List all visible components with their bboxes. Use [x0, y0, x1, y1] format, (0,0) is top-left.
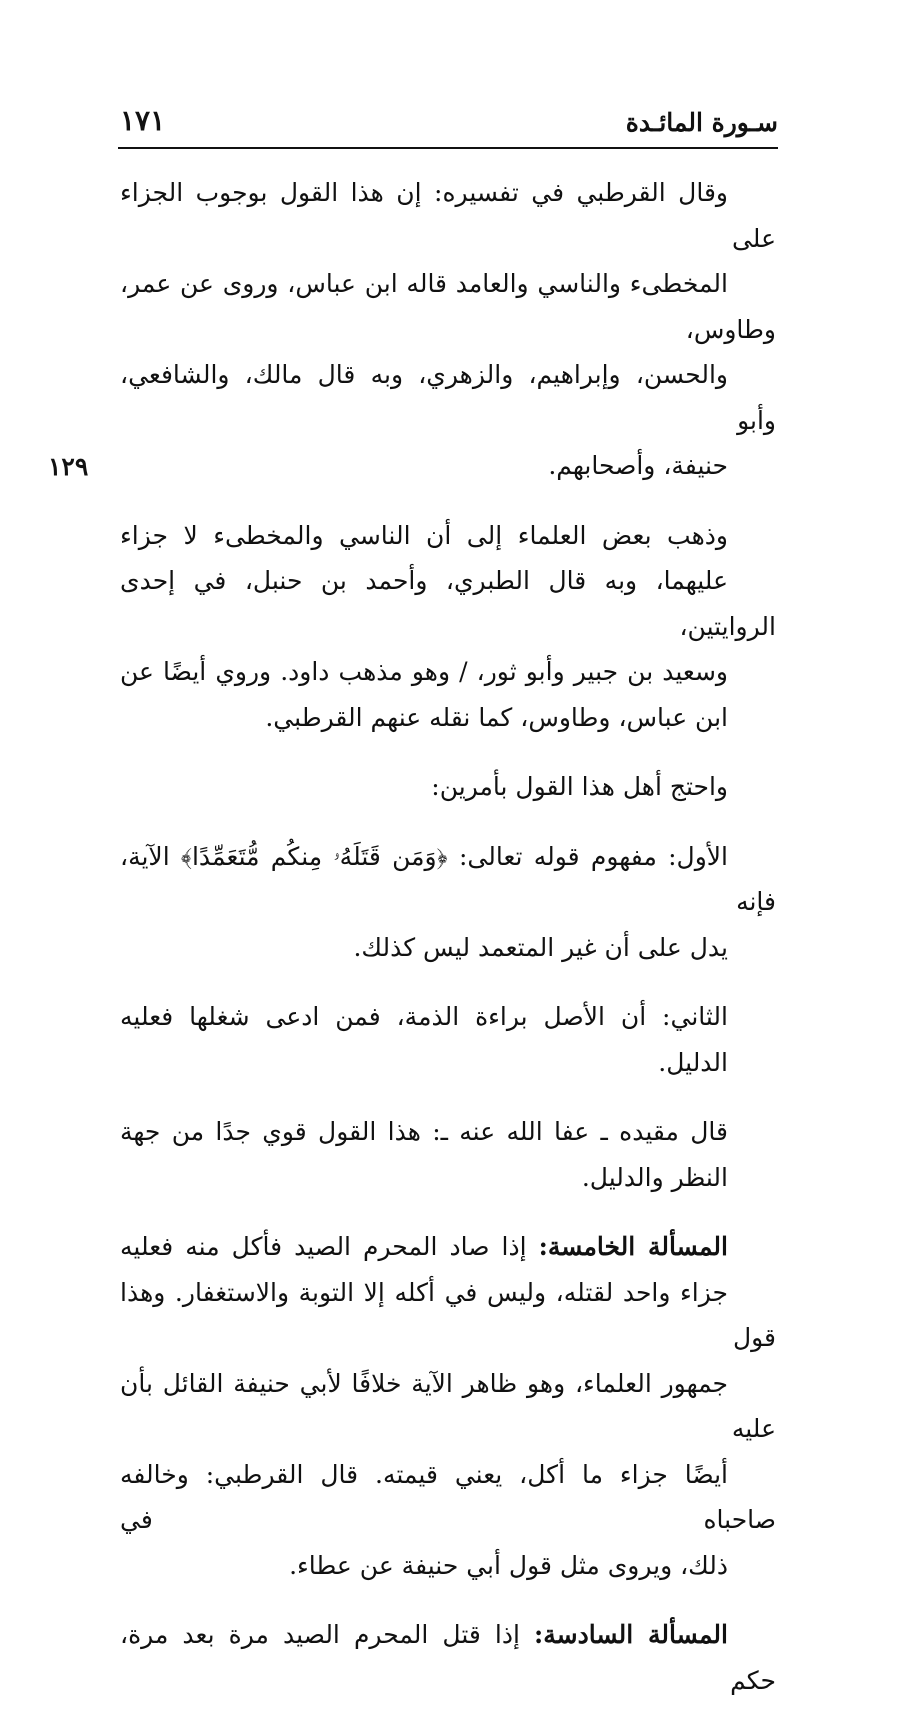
paragraph-qurtubi-opinion [120, 170, 776, 489]
issue-heading: المسألة الخامسة: [538, 1232, 728, 1261]
text-line: عليهما، وبه قال الطبري، وأحمد بن حنبل، في إحدى الروايتين، [120, 566, 776, 641]
header-rule [118, 147, 778, 149]
argument-intro: الأول: مفهوم قوله تعالى: [447, 841, 728, 871]
text-line: قال مقيده ـ عفا الله عنه ـ: هذا القول قوي جدًا من جهة [120, 1117, 728, 1146]
text-line: واحتج أهل هذا القول بأمرين: [431, 772, 728, 801]
text-line [120, 1224, 776, 1270]
text-line: الدليل. [658, 1047, 728, 1077]
text-line: أيضًا جزاء ما أكل، يعني قيمته. قال القرطبي: وخالفه صاحباه في [120, 1459, 776, 1534]
argument-continuation: الآية، فإنه [120, 841, 776, 916]
paragraph-two-arguments [120, 764, 776, 810]
text-line: النظر والدليل. [581, 1162, 728, 1192]
issue-text: إذا صاد المحرم الصيد فأكل منه فعليه [120, 1232, 539, 1261]
running-title: سـورة المائـدة [625, 108, 778, 137]
paragraph-sixth-issue [120, 1612, 776, 1703]
text-line: الثاني: أن الأصل براءة الذمة، فمن ادعى شغلها فعليه [120, 1002, 728, 1031]
paragraph-first-argument [120, 834, 776, 971]
text-line: وذهب بعض العلماء إلى أن الناسي والمخطىء لا جزاء [120, 520, 728, 550]
text-line: حنيفة، وأصحابهم. [548, 451, 728, 480]
text-line: وسعيد بن جبير وأبو ثور، / وهو مذهب داود. وروي أيضًا عن [120, 657, 728, 686]
text-line: جزاء واحد لقتله، وليس في أكله إلا التوبة والاستغفار. وهذا قول [120, 1277, 776, 1352]
page-number: ١٧١ [120, 104, 166, 137]
text-line [120, 834, 776, 925]
issue-heading: المسألة السادسة: [534, 1620, 728, 1649]
text-line [120, 1612, 776, 1703]
paragraph-second-argument [120, 994, 776, 1085]
margin-page-reference: ١٢٩ [48, 452, 89, 481]
page-header [118, 102, 778, 146]
body-text [120, 170, 776, 1727]
text-line: المخطىء والناسي والعامد قاله ابن عباس، وروى عن عمر، وطاوس، [120, 269, 776, 344]
text-line: ابن عباس، وطاوس، كما نقله عنهم القرطبي. [265, 702, 728, 732]
paragraph-fifth-issue [120, 1224, 776, 1588]
text-line: وقال القرطبي في تفسيره: إن هذا القول بوجوب الجزاء على [120, 178, 776, 253]
text-line: جمهور العلماء، وهو ظاهر الآية خلافًا لأبي حنيفة القائل بأن عليه [120, 1368, 776, 1443]
issue-text: إذا قتل المحرم الصيد مرة بعد مرة، حكم [120, 1620, 776, 1695]
text-line: والحسن، وإبراهيم، والزهري، وبه قال مالك، والشافعي، وأبو [120, 360, 776, 435]
text-line: ذلك، ويروى مثل قول أبي حنيفة عن عطاء. [289, 1550, 728, 1580]
quran-verse: ﴿وَمَن قَتَلَهُۥ مِنكُم مُّتَعَمِّدًا﴾ [180, 841, 448, 871]
text-line: يدل على أن غير المتعمد ليس كذلك. [353, 932, 728, 962]
paragraph-other-scholars [120, 513, 776, 741]
paragraph-author-comment [120, 1109, 776, 1200]
